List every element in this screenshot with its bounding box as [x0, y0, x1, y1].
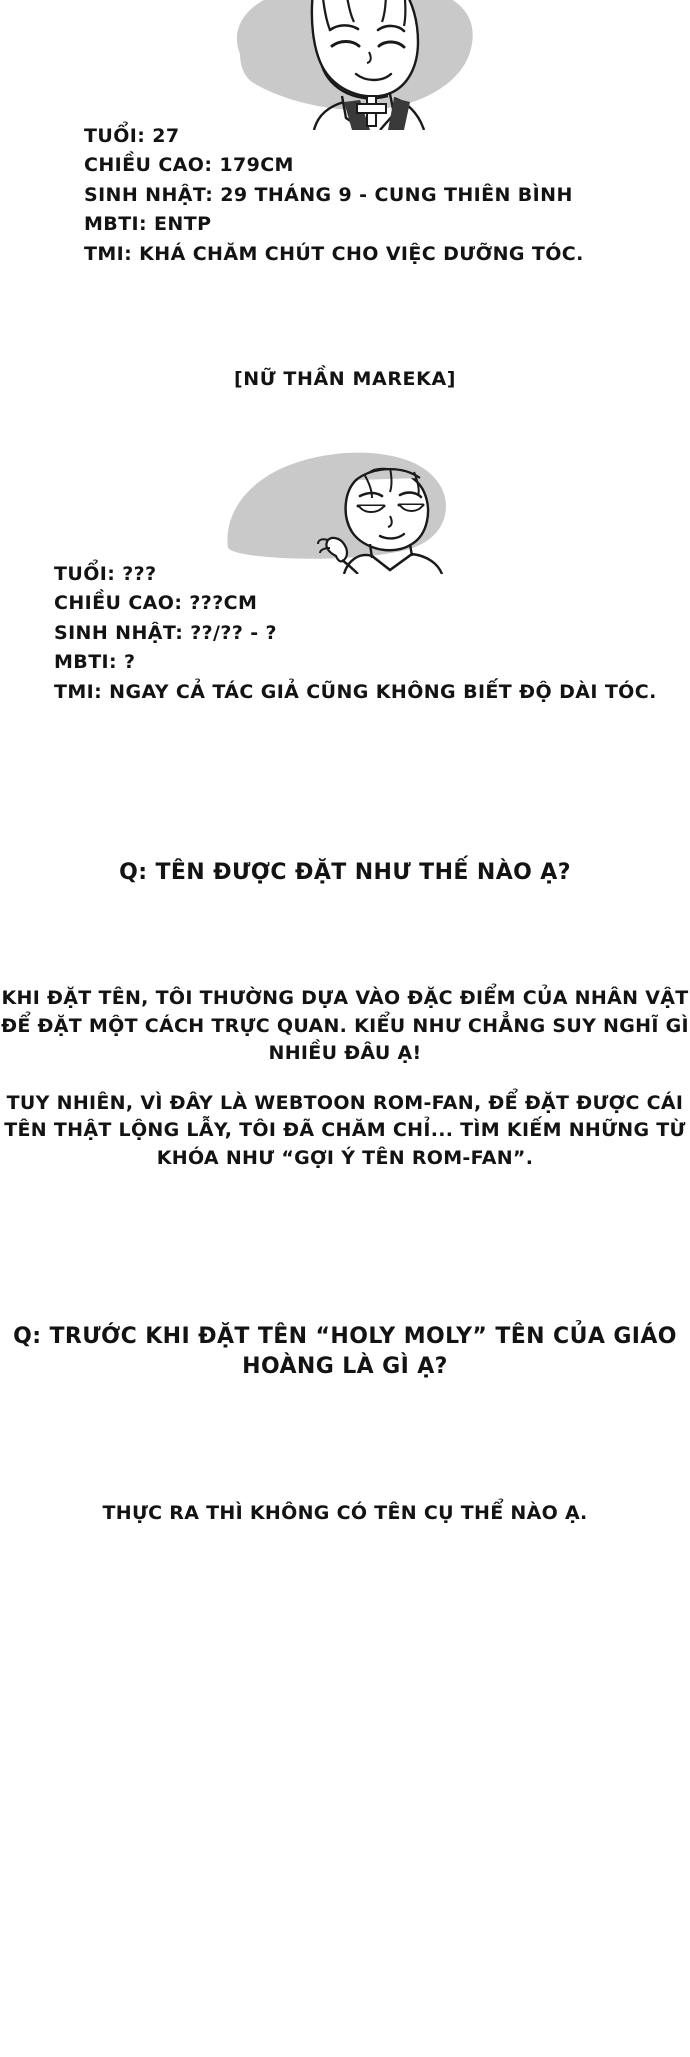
stat-line: MBTI: ENTP — [84, 213, 212, 236]
qa-answer-paragraph: KHI ĐẶT TÊN, TÔI THƯỜNG DỰA VÀO ĐẶC ĐIỂM CỦA NHÂN VẬT ĐỂ ĐẶT MỘT CÁCH TRỰC QUAN. KIỂU NHƯ CHẲNG SUY NGHĨ GÌ NHIỀU ĐÂU Ạ! — [1, 987, 689, 1065]
stat-line: TMI: KHÁ CHĂM CHÚT CHO VIỆC DƯỠNG TÓC. — [84, 242, 584, 265]
stat-line: MBTI: ? — [54, 651, 136, 674]
qa-answer-2 — [0, 1500, 690, 1528]
stat-line: TUỔI: ??? — [54, 563, 157, 585]
qa-answer-paragraph: THỰC RA THÌ KHÔNG CÓ TÊN CỤ THỂ NÀO Ạ. — [102, 1502, 588, 1524]
character-1-stats — [84, 122, 584, 269]
qa-answer-paragraph: TUY NHIÊN, VÌ ĐÂY LÀ WEBTOON ROM-FAN, ĐỂ ĐẶT ĐƯỢC CÁI TÊN THẬT LỘNG LẪY, TÔI ĐÃ CHĂM CHỈ... TÌM KIẾM NHỮNG TỪ KHÓA NHƯ “GỢI Ý TÊN ROM-FAN”. — [4, 1091, 686, 1169]
character-2-heading: [NỮ THẦN MAREKA] — [233, 368, 457, 390]
qa-question-1: Q: TÊN ĐƯỢC ĐẶT NHƯ THẾ NÀO Ạ? — [119, 860, 571, 885]
qa-answer-1 — [0, 985, 690, 1172]
pope-character-illustration — [218, 0, 488, 130]
stat-line: TMI: NGAY CẢ TÁC GIẢ CŨNG KHÔNG BIẾT ĐỘ DÀI TÓC. — [54, 680, 657, 703]
character-2-stats — [54, 560, 657, 707]
stat-line: TUỔI: 27 — [84, 125, 180, 147]
stat-line: SINH NHẬT: 29 THÁNG 9 - CUNG THIÊN BÌNH — [84, 183, 573, 206]
stat-line: SINH NHẬT: ??/?? - ? — [54, 621, 277, 644]
goddess-mareka-illustration — [224, 444, 484, 574]
qa-question-2: Q: TRƯỚC KHI ĐẶT TÊN “HOLY MOLY” TÊN CỦA GIÁO HOÀNG LÀ GÌ Ạ? — [13, 1324, 677, 1379]
stat-line: CHIỀU CAO: ???CM — [54, 592, 258, 615]
stat-line: CHIỀU CAO: 179CM — [84, 154, 294, 177]
